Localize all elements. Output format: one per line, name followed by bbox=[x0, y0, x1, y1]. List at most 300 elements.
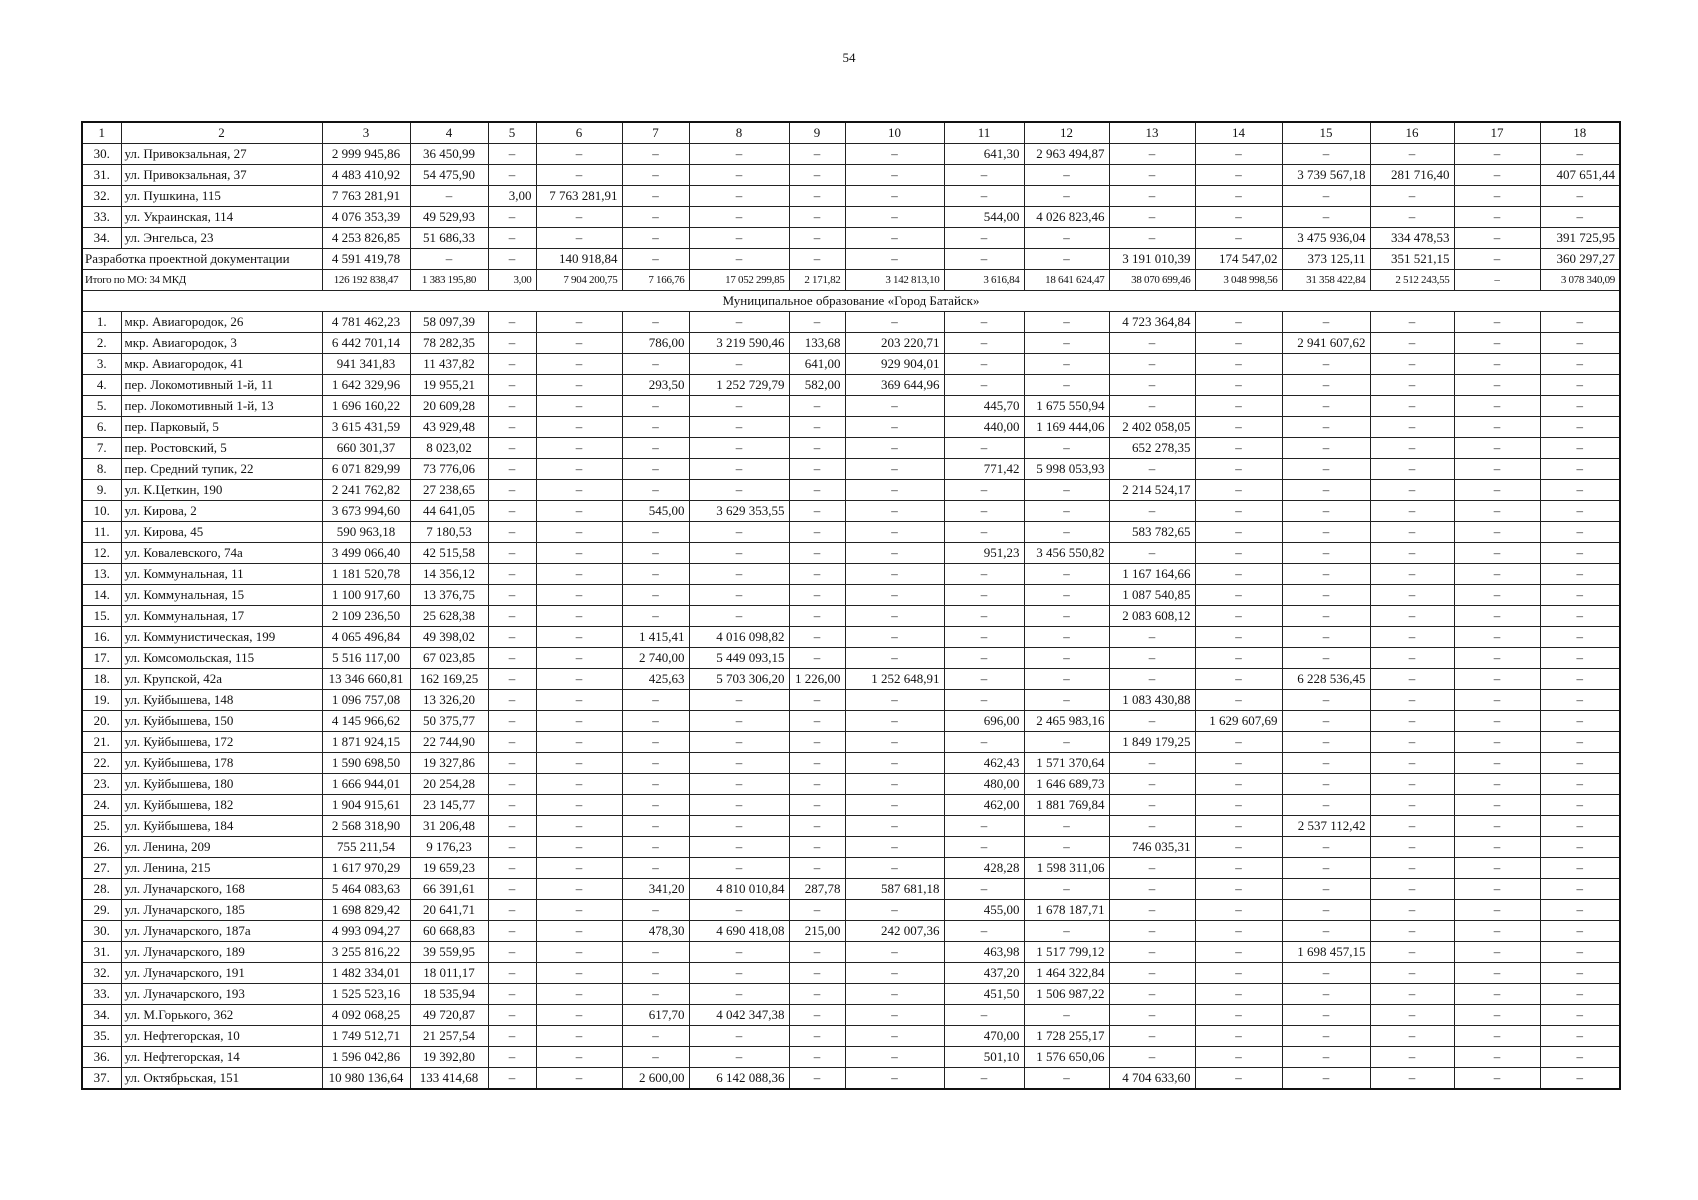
value-cell: – bbox=[488, 732, 536, 753]
row-number: 5. bbox=[82, 396, 121, 417]
value-cell: 1 666 944,01 bbox=[322, 774, 410, 795]
value-cell: – bbox=[1195, 942, 1282, 963]
value-cell: 133,68 bbox=[789, 333, 845, 354]
value-cell: – bbox=[1109, 375, 1195, 396]
value-cell: – bbox=[689, 585, 789, 606]
value-cell: – bbox=[1109, 816, 1195, 837]
table-row bbox=[82, 837, 1620, 858]
value-cell: – bbox=[1282, 795, 1370, 816]
value-cell: 463,98 bbox=[944, 942, 1024, 963]
column-header: 17 bbox=[1454, 122, 1540, 144]
column-header: 3 bbox=[322, 122, 410, 144]
value-cell: – bbox=[845, 228, 944, 249]
section-title: Муниципальное образование «Город Батайск» bbox=[82, 291, 1620, 312]
value-cell: – bbox=[488, 543, 536, 564]
value-cell: – bbox=[789, 774, 845, 795]
value-cell: – bbox=[622, 606, 689, 627]
value-cell: – bbox=[1282, 459, 1370, 480]
table-row bbox=[82, 1068, 1620, 1090]
column-header: 12 bbox=[1024, 122, 1109, 144]
table-row bbox=[82, 816, 1620, 837]
value-cell: – bbox=[789, 438, 845, 459]
value-cell: – bbox=[1282, 522, 1370, 543]
table-row bbox=[82, 186, 1620, 207]
value-cell: – bbox=[1370, 690, 1454, 711]
value-cell: 391 725,95 bbox=[1540, 228, 1620, 249]
value-cell: 78 282,35 bbox=[410, 333, 488, 354]
value-cell: – bbox=[845, 165, 944, 186]
value-cell: – bbox=[1540, 879, 1620, 900]
value-cell: – bbox=[1454, 270, 1540, 291]
table-row bbox=[82, 354, 1620, 375]
value-cell: 1 629 607,69 bbox=[1195, 711, 1282, 732]
value-cell: 2 600,00 bbox=[622, 1068, 689, 1090]
value-cell: – bbox=[1195, 648, 1282, 669]
value-cell: 425,63 bbox=[622, 669, 689, 690]
value-cell: – bbox=[1540, 375, 1620, 396]
value-cell: 480,00 bbox=[944, 774, 1024, 795]
value-cell: – bbox=[1282, 606, 1370, 627]
total-row bbox=[82, 270, 1620, 291]
value-cell: 2 241 762,82 bbox=[322, 480, 410, 501]
value-cell: – bbox=[1540, 837, 1620, 858]
value-cell: – bbox=[1370, 1005, 1454, 1026]
row-number: 6. bbox=[82, 417, 121, 438]
value-cell: 49 398,02 bbox=[410, 627, 488, 648]
value-cell: 1 698 829,42 bbox=[322, 900, 410, 921]
value-cell: – bbox=[1370, 543, 1454, 564]
value-cell: – bbox=[488, 816, 536, 837]
value-cell: – bbox=[1370, 207, 1454, 228]
value-cell: – bbox=[789, 963, 845, 984]
value-cell: – bbox=[1454, 144, 1540, 165]
value-cell: – bbox=[789, 732, 845, 753]
value-cell: – bbox=[1540, 753, 1620, 774]
column-header: 2 bbox=[121, 122, 322, 144]
address-cell: ул. Кирова, 45 bbox=[121, 522, 322, 543]
row-number: 10. bbox=[82, 501, 121, 522]
value-cell: – bbox=[1282, 900, 1370, 921]
row-number: 3. bbox=[82, 354, 121, 375]
value-cell: 1 728 255,17 bbox=[1024, 1026, 1109, 1047]
value-cell: – bbox=[1024, 186, 1109, 207]
value-cell: – bbox=[1454, 417, 1540, 438]
row-number: 31. bbox=[82, 942, 121, 963]
value-cell: – bbox=[1024, 816, 1109, 837]
table-row bbox=[82, 333, 1620, 354]
table-row bbox=[82, 879, 1620, 900]
value-cell: – bbox=[789, 144, 845, 165]
table-row bbox=[82, 942, 1620, 963]
value-cell: 587 681,18 bbox=[845, 879, 944, 900]
value-cell: – bbox=[622, 1026, 689, 1047]
value-cell: – bbox=[1109, 1005, 1195, 1026]
value-cell: – bbox=[944, 585, 1024, 606]
value-cell: 18 011,17 bbox=[410, 963, 488, 984]
value-cell: – bbox=[845, 690, 944, 711]
value-cell: 696,00 bbox=[944, 711, 1024, 732]
value-cell: – bbox=[536, 774, 622, 795]
value-cell: – bbox=[1195, 732, 1282, 753]
value-cell: – bbox=[1370, 417, 1454, 438]
row-number: 31. bbox=[82, 165, 121, 186]
value-cell: – bbox=[1282, 837, 1370, 858]
address-cell: ул. Куйбышева, 184 bbox=[121, 816, 322, 837]
value-cell: 2 465 983,16 bbox=[1024, 711, 1109, 732]
value-cell: – bbox=[1109, 711, 1195, 732]
value-cell: – bbox=[1540, 858, 1620, 879]
value-cell: – bbox=[689, 753, 789, 774]
value-cell: 14 356,12 bbox=[410, 564, 488, 585]
value-cell: – bbox=[1282, 753, 1370, 774]
value-cell: – bbox=[488, 207, 536, 228]
row-number: 12. bbox=[82, 543, 121, 564]
value-cell: – bbox=[622, 837, 689, 858]
value-cell: – bbox=[536, 228, 622, 249]
value-cell: – bbox=[536, 438, 622, 459]
value-cell: 360 297,27 bbox=[1540, 249, 1620, 270]
value-cell: 1 383 195,80 bbox=[410, 270, 488, 291]
value-cell: 19 955,21 bbox=[410, 375, 488, 396]
value-cell: – bbox=[944, 690, 1024, 711]
value-cell: – bbox=[1454, 459, 1540, 480]
value-cell: 3 078 340,09 bbox=[1540, 270, 1620, 291]
value-cell: 4 810 010,84 bbox=[689, 879, 789, 900]
value-cell: – bbox=[1540, 459, 1620, 480]
table-row bbox=[82, 396, 1620, 417]
value-cell: – bbox=[944, 1005, 1024, 1026]
row-number: 19. bbox=[82, 690, 121, 711]
value-cell: 3 739 567,18 bbox=[1282, 165, 1370, 186]
value-cell: – bbox=[1024, 837, 1109, 858]
address-cell: мкр. Авиагородок, 26 bbox=[121, 312, 322, 333]
value-cell: 17 052 299,85 bbox=[689, 270, 789, 291]
value-cell: – bbox=[1454, 228, 1540, 249]
value-cell: – bbox=[1024, 564, 1109, 585]
value-cell: – bbox=[488, 501, 536, 522]
value-cell: 428,28 bbox=[944, 858, 1024, 879]
value-cell: – bbox=[1454, 1068, 1540, 1090]
value-cell: – bbox=[944, 879, 1024, 900]
row-number: 14. bbox=[82, 585, 121, 606]
value-cell: 652 278,35 bbox=[1109, 438, 1195, 459]
value-cell: – bbox=[1024, 312, 1109, 333]
value-cell: 3 499 066,40 bbox=[322, 543, 410, 564]
value-cell: – bbox=[1282, 417, 1370, 438]
value-cell: 39 559,95 bbox=[410, 942, 488, 963]
value-cell: – bbox=[1109, 333, 1195, 354]
value-cell: 5 703 306,20 bbox=[689, 669, 789, 690]
value-cell: 2 999 945,86 bbox=[322, 144, 410, 165]
table-row bbox=[82, 417, 1620, 438]
value-cell: – bbox=[1109, 396, 1195, 417]
value-cell: 2 402 058,05 bbox=[1109, 417, 1195, 438]
value-cell: 373 125,11 bbox=[1282, 249, 1370, 270]
value-cell: 3 673 994,60 bbox=[322, 501, 410, 522]
address-cell: ул. Куйбышева, 150 bbox=[121, 711, 322, 732]
value-cell: – bbox=[536, 837, 622, 858]
value-cell: – bbox=[536, 732, 622, 753]
value-cell: 771,42 bbox=[944, 459, 1024, 480]
value-cell: – bbox=[488, 1005, 536, 1026]
table-row bbox=[82, 732, 1620, 753]
value-cell: 369 644,96 bbox=[845, 375, 944, 396]
table-row bbox=[82, 564, 1620, 585]
column-header: 1 bbox=[82, 122, 121, 144]
value-cell: – bbox=[845, 1005, 944, 1026]
value-cell: 1 749 512,71 bbox=[322, 1026, 410, 1047]
value-cell: – bbox=[789, 1005, 845, 1026]
value-cell: 6 071 829,99 bbox=[322, 459, 410, 480]
value-cell: – bbox=[944, 438, 1024, 459]
value-cell: – bbox=[1540, 438, 1620, 459]
value-cell: – bbox=[536, 921, 622, 942]
header-row bbox=[82, 122, 1620, 144]
value-cell: – bbox=[1540, 585, 1620, 606]
value-cell: – bbox=[845, 753, 944, 774]
value-cell: – bbox=[1370, 921, 1454, 942]
value-cell: – bbox=[1540, 984, 1620, 1005]
address-cell: ул. Луначарского, 193 bbox=[121, 984, 322, 1005]
value-cell: – bbox=[488, 585, 536, 606]
value-cell: – bbox=[944, 627, 1024, 648]
value-cell: – bbox=[1024, 249, 1109, 270]
value-cell: 4 993 094,27 bbox=[322, 921, 410, 942]
table-row bbox=[82, 627, 1620, 648]
address-cell: ул. Привокзальная, 37 bbox=[121, 165, 322, 186]
value-cell: – bbox=[1370, 900, 1454, 921]
value-cell: – bbox=[1282, 1068, 1370, 1090]
value-cell: – bbox=[845, 207, 944, 228]
value-cell: 203 220,71 bbox=[845, 333, 944, 354]
value-cell: – bbox=[536, 375, 622, 396]
column-header: 7 bbox=[622, 122, 689, 144]
value-cell: – bbox=[536, 501, 622, 522]
value-cell: – bbox=[789, 564, 845, 585]
value-cell: 1 881 769,84 bbox=[1024, 795, 1109, 816]
value-cell: – bbox=[1282, 186, 1370, 207]
value-cell: 617,70 bbox=[622, 1005, 689, 1026]
value-cell: – bbox=[1454, 858, 1540, 879]
value-cell: – bbox=[789, 459, 845, 480]
value-cell: – bbox=[689, 942, 789, 963]
value-cell: – bbox=[536, 942, 622, 963]
value-cell: 1 096 757,08 bbox=[322, 690, 410, 711]
value-cell: 1 646 689,73 bbox=[1024, 774, 1109, 795]
address-cell: ул. Куйбышева, 182 bbox=[121, 795, 322, 816]
value-cell: – bbox=[1370, 732, 1454, 753]
value-cell: – bbox=[1109, 900, 1195, 921]
value-cell: 18 535,94 bbox=[410, 984, 488, 1005]
summary-label: Итого по МО: 34 МКД bbox=[82, 270, 322, 291]
value-cell: – bbox=[488, 879, 536, 900]
value-cell: – bbox=[622, 312, 689, 333]
row-number: 26. bbox=[82, 837, 121, 858]
row-number: 11. bbox=[82, 522, 121, 543]
value-cell: – bbox=[1370, 333, 1454, 354]
value-cell: – bbox=[689, 312, 789, 333]
value-cell: – bbox=[622, 207, 689, 228]
value-cell: – bbox=[1454, 900, 1540, 921]
value-cell: 66 391,61 bbox=[410, 879, 488, 900]
value-cell: – bbox=[1195, 606, 1282, 627]
column-header: 9 bbox=[789, 122, 845, 144]
value-cell: – bbox=[1109, 1047, 1195, 1068]
value-cell: – bbox=[1540, 354, 1620, 375]
value-cell: – bbox=[845, 1026, 944, 1047]
value-cell: – bbox=[1370, 375, 1454, 396]
table-row bbox=[82, 522, 1620, 543]
value-cell: – bbox=[1454, 816, 1540, 837]
value-cell: – bbox=[488, 1047, 536, 1068]
row-number: 24. bbox=[82, 795, 121, 816]
value-cell: – bbox=[536, 480, 622, 501]
table-row bbox=[82, 921, 1620, 942]
value-cell: – bbox=[1024, 732, 1109, 753]
value-cell: – bbox=[845, 1047, 944, 1068]
value-cell: – bbox=[622, 732, 689, 753]
value-cell: – bbox=[689, 249, 789, 270]
value-cell: 2 568 318,90 bbox=[322, 816, 410, 837]
value-cell: – bbox=[689, 186, 789, 207]
value-cell: – bbox=[1024, 501, 1109, 522]
value-cell: – bbox=[1540, 312, 1620, 333]
value-cell: – bbox=[845, 144, 944, 165]
value-cell: 6 442 701,14 bbox=[322, 333, 410, 354]
value-cell: – bbox=[1282, 879, 1370, 900]
address-cell: ул. Ленина, 209 bbox=[121, 837, 322, 858]
value-cell: – bbox=[1195, 375, 1282, 396]
value-cell: – bbox=[1195, 207, 1282, 228]
value-cell: – bbox=[845, 585, 944, 606]
value-cell: – bbox=[1454, 396, 1540, 417]
value-cell: – bbox=[1370, 396, 1454, 417]
address-cell: ул. Луначарского, 168 bbox=[121, 879, 322, 900]
value-cell: – bbox=[1370, 1068, 1454, 1090]
value-cell: – bbox=[1540, 1026, 1620, 1047]
value-cell: – bbox=[1540, 627, 1620, 648]
value-cell: 4 145 966,62 bbox=[322, 711, 410, 732]
value-cell: – bbox=[845, 942, 944, 963]
value-cell: 1 167 164,66 bbox=[1109, 564, 1195, 585]
value-cell: – bbox=[1282, 501, 1370, 522]
value-cell: – bbox=[789, 312, 845, 333]
value-cell: – bbox=[488, 522, 536, 543]
value-cell: – bbox=[789, 837, 845, 858]
column-header: 16 bbox=[1370, 122, 1454, 144]
value-cell: 544,00 bbox=[944, 207, 1024, 228]
value-cell: – bbox=[689, 858, 789, 879]
value-cell: 19 327,86 bbox=[410, 753, 488, 774]
value-cell: 50 375,77 bbox=[410, 711, 488, 732]
value-cell: – bbox=[622, 711, 689, 732]
table-row bbox=[82, 648, 1620, 669]
value-cell: 49 720,87 bbox=[410, 1005, 488, 1026]
value-cell: – bbox=[789, 396, 845, 417]
table-row bbox=[82, 312, 1620, 333]
value-cell: – bbox=[944, 186, 1024, 207]
value-cell: – bbox=[1195, 228, 1282, 249]
value-cell: – bbox=[689, 795, 789, 816]
value-cell: – bbox=[1454, 249, 1540, 270]
value-cell: 49 529,93 bbox=[410, 207, 488, 228]
table-row bbox=[82, 543, 1620, 564]
table-row bbox=[82, 1047, 1620, 1068]
value-cell: – bbox=[845, 900, 944, 921]
value-cell: – bbox=[1195, 669, 1282, 690]
table-row bbox=[82, 753, 1620, 774]
value-cell: – bbox=[1195, 438, 1282, 459]
value-cell: – bbox=[845, 648, 944, 669]
value-cell: – bbox=[1454, 207, 1540, 228]
value-cell: – bbox=[622, 963, 689, 984]
value-cell: – bbox=[845, 249, 944, 270]
value-cell: – bbox=[689, 417, 789, 438]
address-cell: ул. К.Цеткин, 190 bbox=[121, 480, 322, 501]
value-cell: – bbox=[622, 459, 689, 480]
value-cell: – bbox=[689, 207, 789, 228]
value-cell: – bbox=[1370, 669, 1454, 690]
value-cell: – bbox=[944, 480, 1024, 501]
value-cell: – bbox=[488, 480, 536, 501]
value-cell: – bbox=[536, 984, 622, 1005]
value-cell: – bbox=[689, 480, 789, 501]
column-header: 15 bbox=[1282, 122, 1370, 144]
value-cell: – bbox=[845, 816, 944, 837]
value-cell: – bbox=[1195, 627, 1282, 648]
value-cell: – bbox=[1109, 921, 1195, 942]
value-cell: – bbox=[488, 1026, 536, 1047]
value-cell: 13 346 660,81 bbox=[322, 669, 410, 690]
address-cell: ул. Куйбышева, 172 bbox=[121, 732, 322, 753]
value-cell: – bbox=[1282, 627, 1370, 648]
value-cell: – bbox=[1109, 354, 1195, 375]
value-cell: – bbox=[1282, 396, 1370, 417]
value-cell: – bbox=[622, 564, 689, 585]
row-number: 16. bbox=[82, 627, 121, 648]
value-cell: – bbox=[1370, 1026, 1454, 1047]
value-cell: – bbox=[789, 1047, 845, 1068]
value-cell: – bbox=[1195, 984, 1282, 1005]
value-cell: – bbox=[536, 1047, 622, 1068]
value-cell: 4 591 419,78 bbox=[322, 249, 410, 270]
value-cell: – bbox=[789, 690, 845, 711]
value-cell: – bbox=[1540, 1068, 1620, 1090]
value-cell: 501,10 bbox=[944, 1047, 1024, 1068]
value-cell: – bbox=[1282, 1005, 1370, 1026]
value-cell: 641,30 bbox=[944, 144, 1024, 165]
value-cell: – bbox=[689, 984, 789, 1005]
value-cell: – bbox=[1109, 165, 1195, 186]
value-cell: – bbox=[1370, 795, 1454, 816]
value-cell: – bbox=[622, 858, 689, 879]
value-cell: – bbox=[488, 396, 536, 417]
value-cell: – bbox=[944, 375, 1024, 396]
value-cell: – bbox=[1540, 816, 1620, 837]
value-cell: – bbox=[488, 795, 536, 816]
value-cell: – bbox=[536, 144, 622, 165]
value-cell: – bbox=[1024, 879, 1109, 900]
value-cell: 133 414,68 bbox=[410, 1068, 488, 1090]
value-cell: – bbox=[1454, 753, 1540, 774]
value-cell: – bbox=[488, 438, 536, 459]
row-number: 29. bbox=[82, 900, 121, 921]
value-cell: – bbox=[1109, 543, 1195, 564]
value-cell: – bbox=[1454, 186, 1540, 207]
value-cell: 58 097,39 bbox=[410, 312, 488, 333]
value-cell: – bbox=[1540, 480, 1620, 501]
value-cell: – bbox=[1195, 963, 1282, 984]
